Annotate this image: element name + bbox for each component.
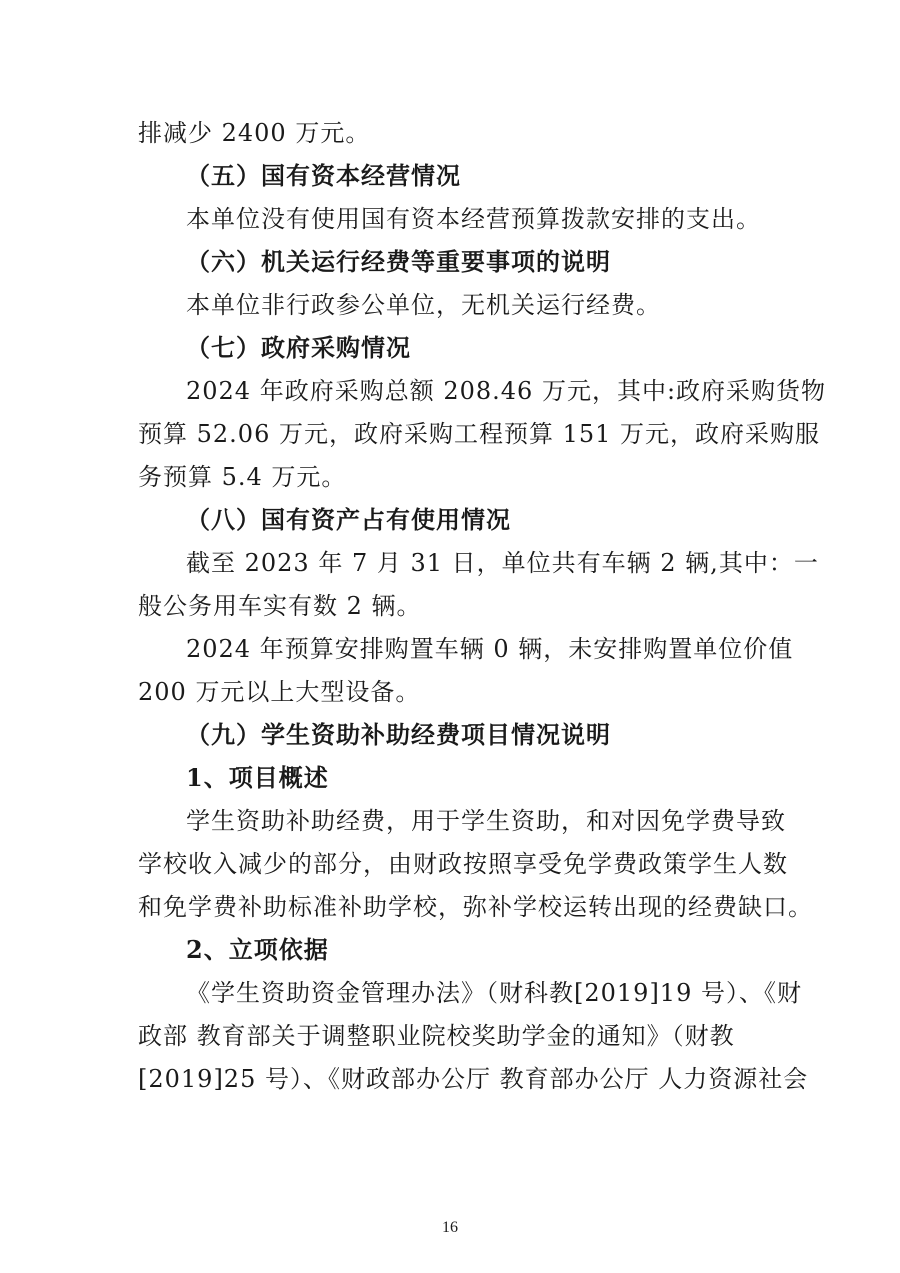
section-heading-six: （六）机关运行经费等重要事项的说明 [186,247,611,276]
paragraph-line: 200 万元以上大型设备。 [138,678,421,706]
paragraph-line: 学校收入减少的部分，由财政按照享受免学费政策学生人数 [138,850,788,878]
paragraph-line: 学生资助补助经费，用于学生资助，和对因免学费导致 [186,807,786,835]
paragraph-line: [2019]25 号）、《财政部办公厅 教育部办公厅 人力资源社会 [138,1065,809,1093]
paragraph-line: 截至 2023 年 7 月 31 日，单位共有车辆 2 辆,其中：一 [186,549,819,577]
paragraph-line: 2024 年预算安排购置车辆 0 辆，未安排购置单位价值 [186,635,794,663]
paragraph-line: 预算 52.06 万元，政府采购工程预算 151 万元，政府采购服 [138,420,821,448]
paragraph-line: 本单位非行政参公单位，无机关运行经费。 [186,291,661,319]
section-heading-eight: （八）国有资产占有使用情况 [186,505,511,534]
paragraph-line: 政部 教育部关于调整职业院校奖助学金的通知》（财教 [138,1022,735,1050]
paragraph-line: 《学生资助资金管理办法》（财科教[2019]19 号）、《财 [186,979,802,1007]
subsection-heading-basis: 2、立项依据 [186,935,329,964]
paragraph-line: 2024 年政府采购总额 208.46 万元，其中:政府采购货物 [186,377,827,405]
paragraph-line: 般公务用车实有数 2 辆。 [138,592,422,620]
subsection-heading-overview: 1、项目概述 [186,763,329,792]
section-heading-nine: （九）学生资助补助经费项目情况说明 [186,720,611,749]
paragraph-line: 本单位没有使用国有资本经营预算拨款安排的支出。 [186,205,761,233]
section-heading-five: （五）国有资本经营情况 [186,161,461,190]
paragraph-line: 和免学费补助标准补助学校，弥补学校运转出现的经费缺口。 [138,893,813,921]
section-heading-seven: （七）政府采购情况 [186,333,411,362]
paragraph-line: 排减少 2400 万元。 [138,119,371,147]
page-number: 16 [442,1219,458,1236]
paragraph-line: 务预算 5.4 万元。 [138,463,347,491]
